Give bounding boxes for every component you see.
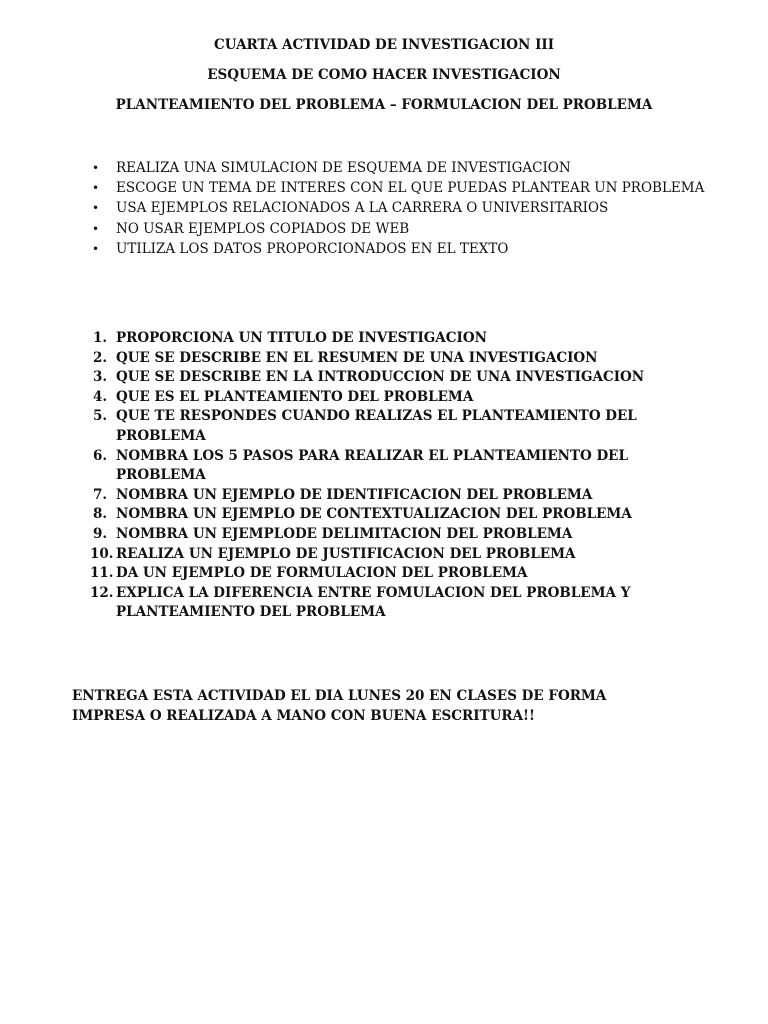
- list-item: [90, 158, 704, 178]
- question-number: 3.: [93, 369, 108, 386]
- question-item: [90, 407, 696, 446]
- question-text: NOMBRA LOS 5 PASOS PARA REALIZAR EL PLANTEAMIENTO DEL PROBLEMA: [116, 447, 628, 484]
- list-item: [90, 198, 704, 218]
- question-item: [90, 486, 696, 506]
- document-title: CUARTA ACTIVIDAD DE INVESTIGACION III: [213, 37, 555, 53]
- instruction-text: USA EJEMPLOS RELACIONADOS A LA CARRERA O UNIVERSITARIOS: [116, 200, 609, 217]
- question-item: [90, 525, 696, 545]
- instruction-text: REALIZA UNA SIMULACION DE ESQUEMA DE INVESTIGACION: [116, 160, 571, 176]
- question-text: EXPLICA LA DIFERENCIA ENTRE FOMULACION DEL PROBLEMA Y PLANTEAMIENTO DEL PROBLEMA: [116, 584, 631, 621]
- question-number: 5.: [93, 408, 108, 425]
- question-number: 7.: [93, 486, 108, 503]
- delivery-note: ENTREGA ESTA ACTIVIDAD EL DIA LUNES 20 EN CLASES DE FORMA IMPRESA O REALIZADA A MANO CON BUENA ESCRITURA!!: [72, 688, 607, 724]
- question-number: 11.: [90, 565, 114, 582]
- question-item: [90, 388, 696, 408]
- question-text: QUE SE DESCRIBE EN LA INTRODUCCION DE UNA INVESTIGACION: [116, 369, 645, 386]
- question-text: NOMBRA UN EJEMPLODE DELIMITACION DEL PROBLEMA: [116, 525, 573, 542]
- question-item: [90, 545, 696, 565]
- question-text: QUE ES EL PLANTEAMIENTO DEL PROBLEMA: [116, 388, 474, 405]
- question-item: [90, 564, 696, 584]
- question-text: QUE TE RESPONDES CUANDO REALIZAS EL PLANTEAMIENTO DEL PROBLEMA: [116, 408, 637, 444]
- question-number: 8.: [93, 506, 108, 523]
- bullet-icon: •: [92, 221, 100, 236]
- question-text: PROPORCIONA UN TITULO DE INVESTIGACION: [116, 330, 487, 346]
- instruction-text: ESCOGE UN TEMA DE INTERES CON EL QUE PUEDAS PLANTEAR UN PROBLEMA: [116, 180, 705, 197]
- question-item: [90, 368, 696, 388]
- questions-list: [90, 329, 696, 623]
- bullet-icon: •: [92, 201, 100, 216]
- question-number: 10.: [90, 545, 114, 562]
- instruction-text: NO USAR EJEMPLOS COPIADOS DE WEB: [116, 220, 410, 237]
- question-item: [90, 329, 696, 349]
- document-topic: PLANTEAMIENTO DEL PROBLEMA – FORMULACION DEL PROBLEMA: [115, 97, 653, 113]
- list-item: [90, 239, 704, 259]
- question-number: 12.: [90, 584, 114, 601]
- question-number: 1.: [93, 330, 108, 346]
- question-item: [90, 349, 696, 369]
- bullet-icon: •: [92, 181, 100, 196]
- question-text: QUE SE DESCRIBE EN EL RESUMEN DE UNA INVESTIGACION: [116, 349, 598, 366]
- question-text: NOMBRA UN EJEMPLO DE CONTEXTUALIZACION DEL PROBLEMA: [116, 506, 632, 523]
- question-item: [90, 505, 696, 525]
- list-item: [90, 178, 704, 198]
- instruction-text: UTILIZA LOS DATOS PROPORCIONADOS EN EL TEXTO: [116, 240, 509, 257]
- question-item: [90, 584, 696, 623]
- question-number: 4.: [93, 388, 108, 405]
- question-number: 2.: [93, 349, 108, 366]
- question-item: [90, 447, 696, 486]
- question-text: REALIZA UN EJEMPLO DE JUSTIFICACION DEL PROBLEMA: [116, 545, 576, 562]
- bullet-icon: •: [92, 161, 100, 175]
- question-number: 9.: [93, 525, 108, 542]
- question-number: 6.: [93, 447, 108, 464]
- bullet-icon: •: [92, 241, 100, 256]
- list-item: [90, 219, 704, 239]
- question-text: NOMBRA UN EJEMPLO DE IDENTIFICACION DEL PROBLEMA: [116, 486, 593, 503]
- instructions-list: [90, 158, 704, 259]
- document-subtitle: ESQUEMA DE COMO HACER INVESTIGACION: [207, 67, 561, 83]
- question-text: DA UN EJEMPLO DE FORMULACION DEL PROBLEMA: [116, 565, 528, 582]
